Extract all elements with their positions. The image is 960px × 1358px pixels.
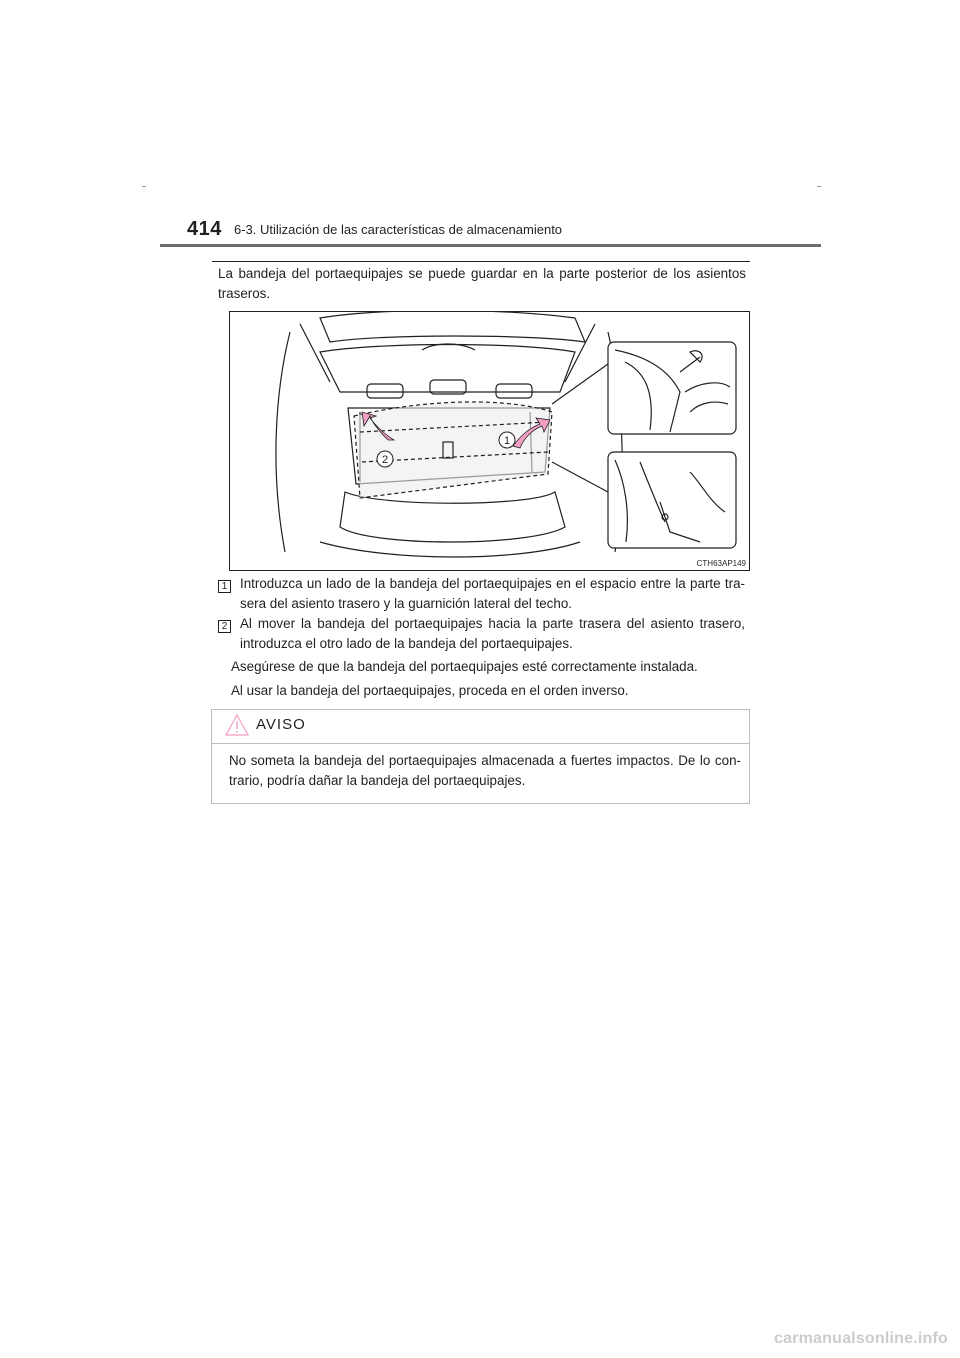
step-1-badge: 1 <box>218 580 231 593</box>
figure-code: CTH63AP149 <box>696 559 746 568</box>
callout-1-label: 1 <box>503 435 511 447</box>
warning-triangle-icon <box>224 713 250 737</box>
crop-mark-right <box>817 186 821 187</box>
cargo-tray-illustration <box>229 311 750 571</box>
step-2-badge: 2 <box>218 620 231 633</box>
watermark: carmanualsonline.info <box>773 1330 948 1347</box>
crop-mark-left <box>142 186 146 187</box>
warning-text: No someta la bandeja del portaequipajes almacenada a fuertes impactos. De lo con-trario, podría dañar la bandeja del portaequipajes. <box>229 753 741 788</box>
intro-paragraph: La bandeja del portaequipajes se puede guardar en la parte posterior de los asientos traseros. <box>218 266 746 301</box>
header-rule <box>160 244 821 247</box>
running-head: 6-3. Utilización de las características de almacenamiento <box>234 222 563 237</box>
warning-divider <box>212 743 749 744</box>
step-1-text: Introduzca un lado de la bandeja del portaequipajes en el espacio entre la parte tra-sera del asiento trasero y la guarnición lateral del techo. <box>240 576 745 611</box>
note-installed: Asegúrese de que la bandeja del portaequipajes esté correctamente instalada. <box>231 659 698 674</box>
callout-2-label: 2 <box>381 454 389 466</box>
warning-title: AVISO <box>256 716 306 733</box>
note-reverse-order: Al usar la bandeja del portaequipajes, proceda en el orden inverso. <box>231 683 629 698</box>
page-number: 414 <box>187 218 222 240</box>
warning-box <box>211 709 750 804</box>
step-2-text: Al mover la bandeja del portaequipajes hacia la parte trasera del asiento trasero, introduzca el otro lado de la bandeja del portaequipajes. <box>240 616 745 651</box>
section-rule <box>212 261 750 262</box>
illustration-drawing <box>230 312 749 570</box>
